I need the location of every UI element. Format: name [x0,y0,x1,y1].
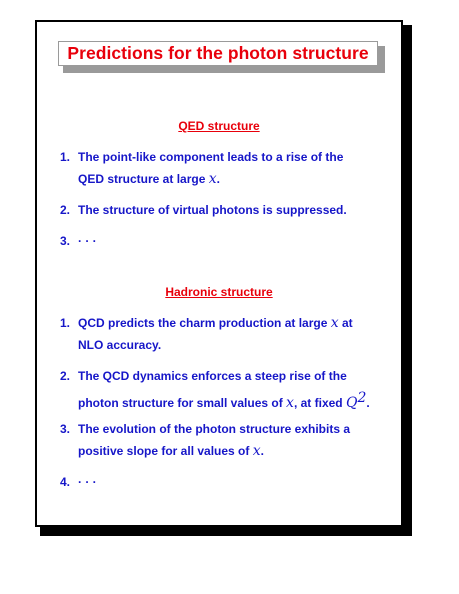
qed-item-3-number: 3. [60,234,71,248]
hadronic-item-2-line2: photon structure for small values of x, at fixed $Q^2$. [78,390,370,411]
hadronic-item-1-line2: NLO accuracy. [78,338,162,352]
qed-item-1-line1: The point-like component leads to a rise of the [78,150,344,164]
math-x: x [208,171,217,187]
math-exponent: 2 [357,390,367,406]
hadronic-item-1-line1: QCD predicts the charm production at large x at [78,315,353,331]
hadronic-item-3-number: 3. [60,422,71,436]
hadronic-item-1-number: 1. [60,316,71,330]
qed-item-2-number: 2. [60,203,71,217]
math-q: Q [345,395,358,411]
hadronic-item-3-line2: positive slope for all values of x. [78,443,264,459]
math-x: x [330,315,339,331]
title-box [58,41,378,66]
page-title: Predictions for the photon structure [67,43,369,63]
qed-heading: QED structure [178,119,260,133]
hadronic-item-4-ellipsis: · · · [78,475,97,489]
hadronic-heading: Hadronic structure [165,285,273,299]
qed-item-1-line2: QED structure at large x. [78,171,220,187]
hadronic-item-3-line1: The evolution of the photon structure exhibits a [78,422,351,436]
hadronic-item-2-number: 2. [60,369,71,383]
qed-item-3-ellipsis: · · · [78,234,97,248]
hadronic-item-2-line1: The QCD dynamics enforces a steep rise of the [78,369,347,383]
hadronic-item-4-number: 4. [60,475,71,489]
math-x: x [252,443,261,459]
qed-item-1-number: 1. [60,150,71,164]
math-x: x [286,395,294,411]
qed-item-2-line1: The structure of virtual photons is suppressed. [78,203,347,217]
